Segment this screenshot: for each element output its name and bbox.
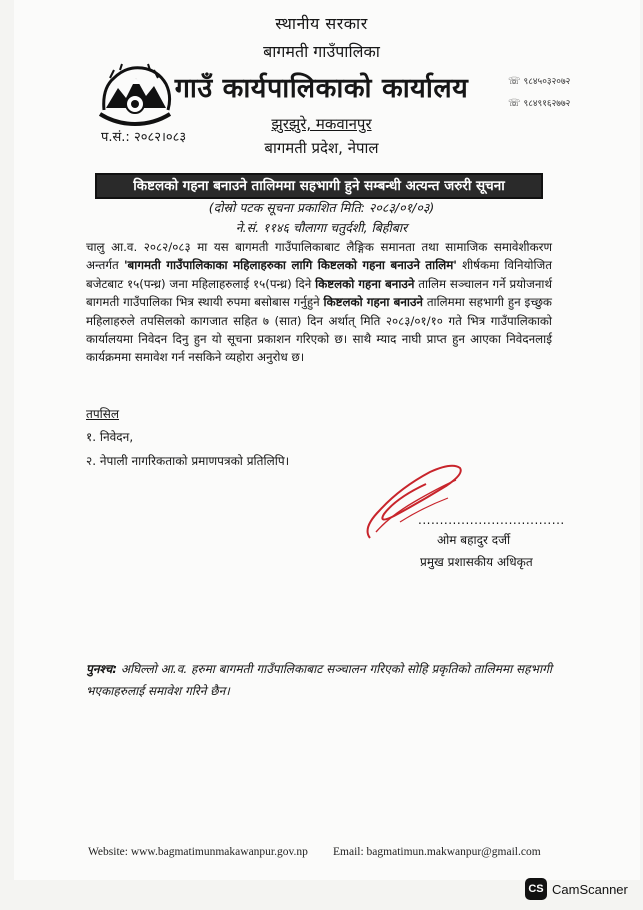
emblem-logo-icon — [96, 58, 174, 130]
header-address: झुरझुरे, मकवानपुर — [271, 115, 372, 133]
phone-number-1 — [508, 74, 570, 87]
camscanner-logo-icon: CS — [525, 878, 547, 900]
body-part-3: शीर्षकमा विनियोजित बजेटबाट १५(पन्ध्र) जना महिलाहरुलाई १५(पन्ध्र) दिने — [86, 258, 553, 291]
footer-email: Email: bagmatimun.makwanpur@gmail.com — [333, 846, 541, 858]
phone-number-2 — [508, 96, 570, 109]
postscript-label: पुनश्च: — [86, 662, 117, 676]
header-government: स्थानीय सरकार — [275, 14, 368, 33]
notice-title-banner: किष्टलको गहना बनाउने तालिममा सहभागी हुने सम्बन्धी अत्यन्त जरुरी सूचना — [95, 173, 543, 199]
camscanner-badge — [525, 878, 628, 900]
body-part-7: तालिममा सहभागी हुन इच्छुक महिलाहरुले तपसिलको कागजात सहित ७ (सात) दिन अर्थात् मिति २०८३/०१/१० गते भित्र गाउँपालिकाको कार्यालयमा निवेदन दिनु हुन यो सूचना प्रकाशन गरिएको छ। साथै म्याद नाघी प्राप्त हुन आएका निवेदनलाई कार्यक्रममा समावेश गर्न नसकिने व्यहोरा अनुरोध छ। — [86, 295, 552, 365]
footer-website: Website: www.bagmatimunmakawanpur.gov.np — [88, 846, 308, 858]
header-office-title: गाउँ कार्यपालिकाको कार्यालय — [174, 73, 469, 104]
body-emphasis-2: किष्टलको गहना बनाउने — [323, 295, 423, 310]
header-municipality: बागमती गाउँपालिका — [263, 42, 380, 61]
phone-1-text: ९८४५०३२०७२ — [523, 77, 571, 87]
signature-line: .................................. — [418, 513, 565, 527]
nepal-sambat-date: ने.सं. ११४६ चौलागा चतुर्दशी, बिहीबार — [235, 220, 408, 235]
phone-icon: ☏ — [508, 98, 521, 109]
camscanner-label: CamScanner — [552, 881, 628, 897]
enclosure-item: १. निवेदन, — [86, 430, 134, 444]
enclosure-heading: तपसिल — [86, 407, 120, 421]
enclosure-item: २. नेपाली नागरिकताको प्रमाणपत्रको प्रतिलिपि। — [86, 454, 290, 468]
body-part-1: चालु आ.व. २०८२/०८३ मा यस बागमती गाउँपालिकाबाट लैङ्गिक समानता तथा सामाजिक समावेशीकरण अन्तर्गत — [86, 240, 552, 273]
postscript-text: अघिल्लो आ.व. हरुमा बागमती गाउँपालिकाबाट सञ्चालन गरिएको सोहि प्रकृतिको तालिममा सहभागी भएकाहरुलाई समावेश गरिने छैन। — [86, 662, 552, 698]
body-emphasis-1: किष्टलको गहना बनाउने — [315, 276, 415, 291]
header-province: बागमती प्रदेश, नेपाल — [264, 139, 379, 157]
reference-number: प.सं.: २०८२।०८३ — [101, 130, 187, 145]
second-publish-date: (दोस्रो पटक सूचना प्रकाशित मिति: २०८३/०१/०३) — [208, 200, 435, 215]
phone-2-text: ९८४९१६२७७२ — [523, 99, 571, 109]
postscript-note — [86, 658, 556, 702]
signatory-title: प्रमुख प्रशासकीय अधिकृत — [420, 555, 533, 569]
body-part-5: तालिम सञ्चालन गर्ने प्रयोजनार्थ बागमती गाउँपालिका भित्र स्थायी रुपमा बसोबास गर्नुहुने — [86, 276, 552, 310]
notice-body — [86, 238, 552, 367]
body-training-title: 'बागमती गाउँपालिकाका महिलाहरुका लागि किष्टलको गहना बनाउने तालिम' — [123, 258, 457, 273]
phone-icon: ☏ — [508, 76, 521, 87]
signatory-name: ओम बहादुर दर्जी — [437, 533, 511, 547]
